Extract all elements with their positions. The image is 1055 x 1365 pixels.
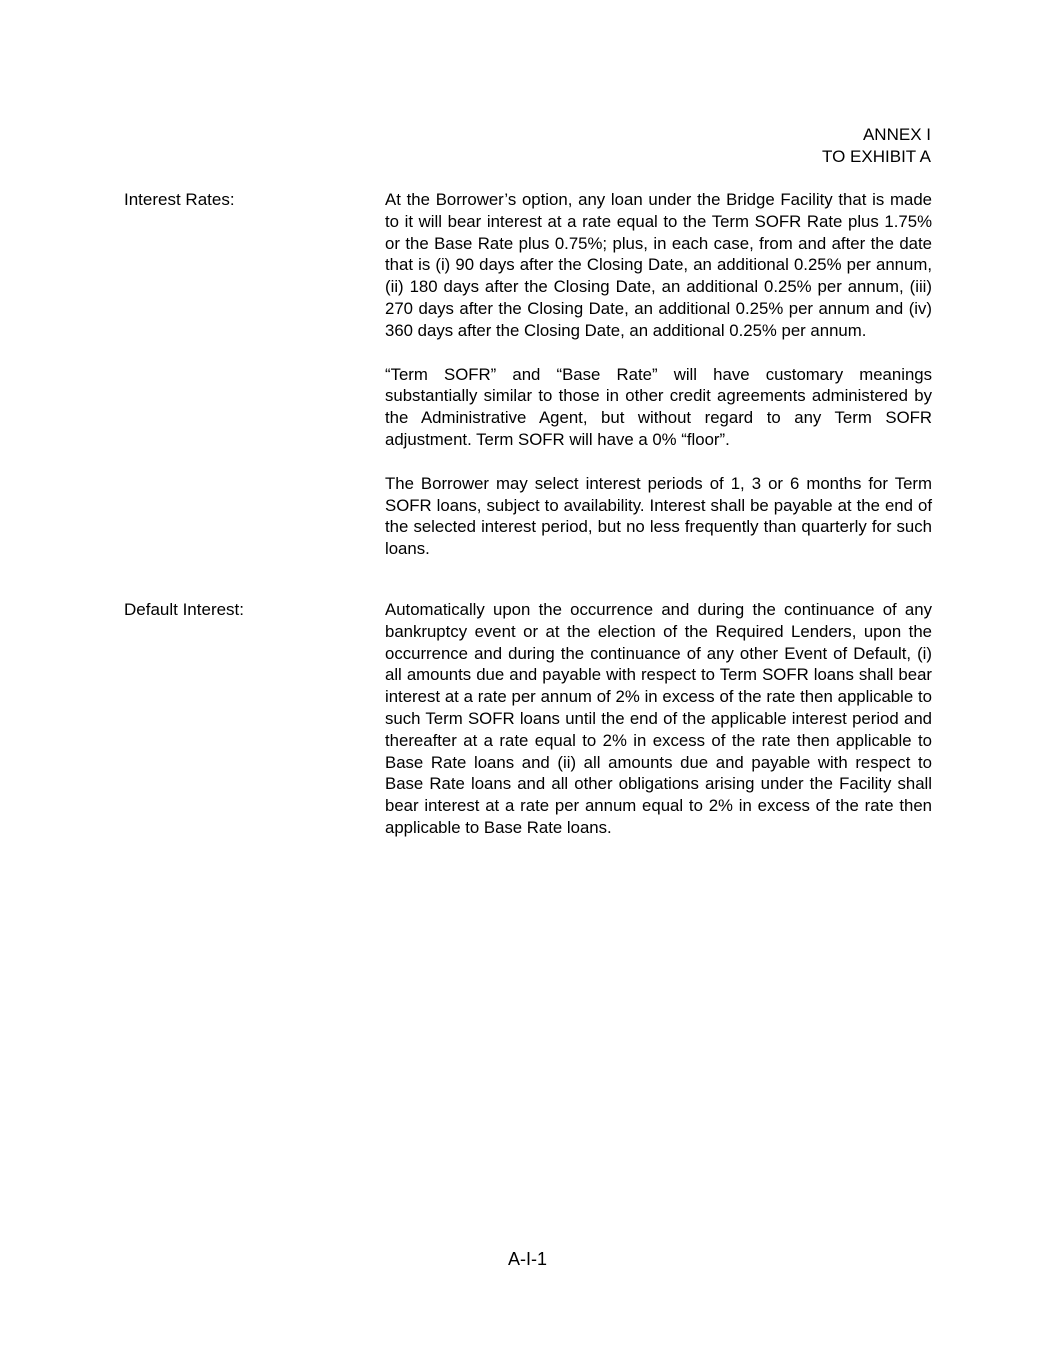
annex-title: ANNEX I xyxy=(862,125,931,144)
section-body xyxy=(385,189,932,560)
section-body xyxy=(385,599,932,839)
page-number: A-I-1 xyxy=(507,1249,547,1269)
section-label: Interest Rates: xyxy=(124,190,235,209)
annex-subtitle: TO EXHIBIT A xyxy=(822,147,931,166)
annex-header xyxy=(822,124,931,168)
paragraph: Automatically upon the occurrence and during the continuance of any bankruptcy event or at the election of the Required Lenders, upon the occurrence and during the continuance of any other Event of Default, (i) all amounts due and payable with respect to Term SOFR loans shall bear interest at a rate per annum of 2% in excess of the rate then applicable to such Term SOFR loans until the end of the applicable interest period and thereafter at a rate equal to 2% in excess of the rate then applicable to Base Rate loans and (ii) all amounts due and payable with respect to Base Rate loans and all other obligations arising under the Facility shall bear interest at a rate per annum equal to 2% in excess of the rate then applicable to Base Rate loans. xyxy=(385,600,932,837)
paragraph: The Borrower may select interest periods of 1, 3 or 6 months for Term SOFR loans, subject to availability. Interest shall be payable at the end of the selected interest period, but no less frequently than quarterly for such loans. xyxy=(385,473,932,559)
paragraph: “Term SOFR” and “Base Rate” will have customary meanings substantially similar to those in other credit agreements administered by the Administrative Agent, but without regard to any Term SOFR adjustment. Term SOFR will have a 0% “floor”. xyxy=(385,364,932,449)
paragraph: At the Borrower’s option, any loan under the Bridge Facility that is made to it will bear interest at a rate equal to the Term SOFR Rate plus 1.75% or the Base Rate plus 0.75%; plus, in each case, from and after the date that is (i) 90 days after the Closing Date, an additional 0.25% per annum, (ii) 180 days after the Closing Date, an additional 0.25% per annum, (iii) 270 days after the Closing Date, an additional 0.25% per annum and (iv) 360 days after the Closing Date, an additional 0.25% per annum. xyxy=(385,190,932,340)
section-label: Default Interest: xyxy=(124,600,245,619)
